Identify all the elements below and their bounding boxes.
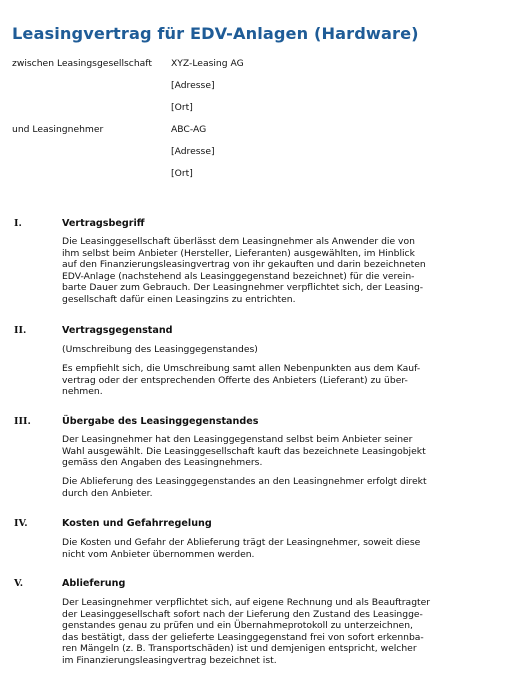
section-paragraph (62, 236, 462, 306)
section-paragraph (62, 537, 462, 560)
paragraph-line: ren Mängeln (z. B. Transportschäden) ist und demjenigen entspricht, welcher (62, 643, 417, 655)
lessee-address: [Adresse] (171, 146, 215, 157)
paragraph-line: vertrag oder der entsprechenden Offerte des Anbieters (Lieferant) zu über- (62, 374, 408, 386)
paragraph-line: der Leasinggesellschaft sofort nach der Lieferung den Zustand des Leasingge- (62, 608, 423, 620)
section-title: Vertragsgegenstand (62, 325, 173, 336)
paragraph-line: Wahl ausgewählt. Die Leasinggesellschaft kauft das bezeichnete Leasingobjekt (62, 445, 426, 457)
lessor-name: XYZ-Leasing AG (171, 58, 244, 69)
paragraph-line: Die Leasinggesellschaft überlässt dem Leasingnehmer als Anwender die von (62, 236, 415, 247)
paragraph-line: Die Ablieferung des Leasinggegenstandes an den Leasingnehmer erfolgt direkt (62, 476, 427, 487)
paragraph-line: (Umschreibung des Leasinggegenstandes) (62, 344, 258, 355)
section-paragraph (62, 476, 462, 499)
paragraph-line: barte Dauer zum Gebrauch. Der Leasingnehmer verpflichtet sich, der Leasing- (62, 282, 424, 294)
lessor-label: zwischen Leasingsgesellschaft (12, 58, 152, 69)
paragraph-line: Der Leasingnehmer verpflichtet sich, auf eigene Rechnung und als Beauftragter (62, 597, 431, 608)
paragraph-line: Der Leasingnehmer hat den Leasinggegenstand selbst beim Anbieter seiner (62, 434, 413, 445)
paragraph-line: gemäss den Angaben des Leasingnehmers. (62, 457, 263, 469)
section-paragraph (62, 597, 462, 667)
section-number: IV. (14, 518, 28, 529)
lessee-name: ABC-AG (171, 124, 207, 135)
lessee-city: [Ort] (171, 168, 193, 179)
section-paragraph (62, 344, 462, 356)
section-number: I. (14, 218, 22, 229)
section-paragraph (62, 434, 462, 469)
lessor-address: [Adresse] (171, 80, 215, 91)
section-number: II. (14, 325, 27, 336)
paragraph-line: nehmen. (62, 386, 103, 398)
paragraph-line: nicht vom Anbieter übernommen werden. (62, 548, 255, 560)
lessor-city: [Ort] (171, 102, 193, 113)
paragraph-line: Es empfiehlt sich, die Umschreibung samt allen Nebenpunkten aus dem Kauf- (62, 363, 421, 374)
section-title: Kosten und Gefahrregelung (62, 518, 212, 529)
paragraph-line: durch den Anbieter. (62, 487, 153, 499)
section-title: Vertragsbegriff (62, 218, 145, 229)
section-paragraph (62, 363, 462, 398)
paragraph-line: ihm selbst beim Anbieter (Hersteller, Lieferanten) ausgewählten, im Hinblick (62, 247, 415, 259)
paragraph-line: EDV-Anlage (nachstehend als Leasinggegenstand bezeichnet) für die verein- (62, 270, 415, 282)
section-number: III. (14, 416, 31, 427)
paragraph-line: Die Kosten und Gefahr der Ablieferung trägt der Leasingnehmer, soweit diese (62, 537, 421, 548)
paragraph-line: genstandes genau zu prüfen und ein Übernahmeprotokoll zu unterzeichnen, (62, 620, 413, 632)
paragraph-line: das bestätigt, dass der gelieferte Leasinggegenstand frei von sofort erkennba- (62, 631, 424, 643)
paragraph-line: auf den Finanzierungsleasingvertrag von ihr gekauften und darin bezeichneten (62, 259, 426, 271)
section-title: Ablieferung (62, 578, 126, 589)
section-title: Übergabe des Leasinggegenstandes (62, 416, 259, 427)
paragraph-line: im Finanzierungsleasingvertrag bezeichnet ist. (62, 654, 277, 666)
document-title: Leasingvertrag für EDV-Anlagen (Hardware) (12, 24, 419, 43)
lessee-label: und Leasingnehmer (12, 124, 104, 135)
section-number: V. (14, 578, 24, 589)
paragraph-line: gesellschaft dafür einen Leasingzins zu entrichten. (62, 293, 296, 305)
